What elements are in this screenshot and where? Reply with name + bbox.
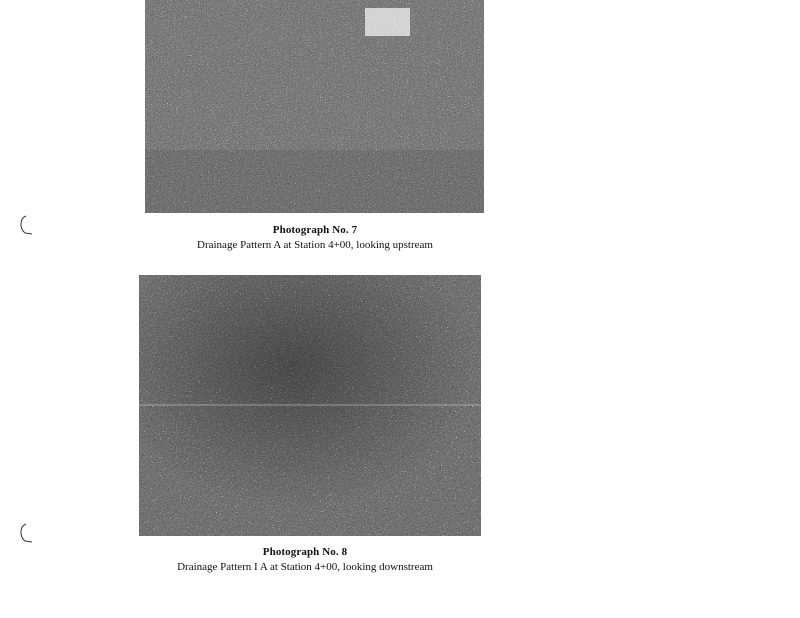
photograph-8-image	[139, 275, 481, 536]
photograph-8-description: Drainage Pattern I A at Station 4+00, looking downstream	[177, 561, 433, 573]
photograph-7-title: Photograph No. 7	[272, 224, 358, 236]
photograph-8-title: Photograph No. 8	[262, 546, 348, 558]
photograph-8-caption	[130, 545, 480, 575]
photograph-7-description: Drainage Pattern A at Station 4+00, looking upstream	[197, 239, 433, 251]
hole-punch-mark	[17, 214, 33, 236]
photograph-7-caption	[150, 223, 480, 253]
photograph-7-image	[145, 0, 484, 213]
hole-punch-mark	[17, 522, 33, 544]
